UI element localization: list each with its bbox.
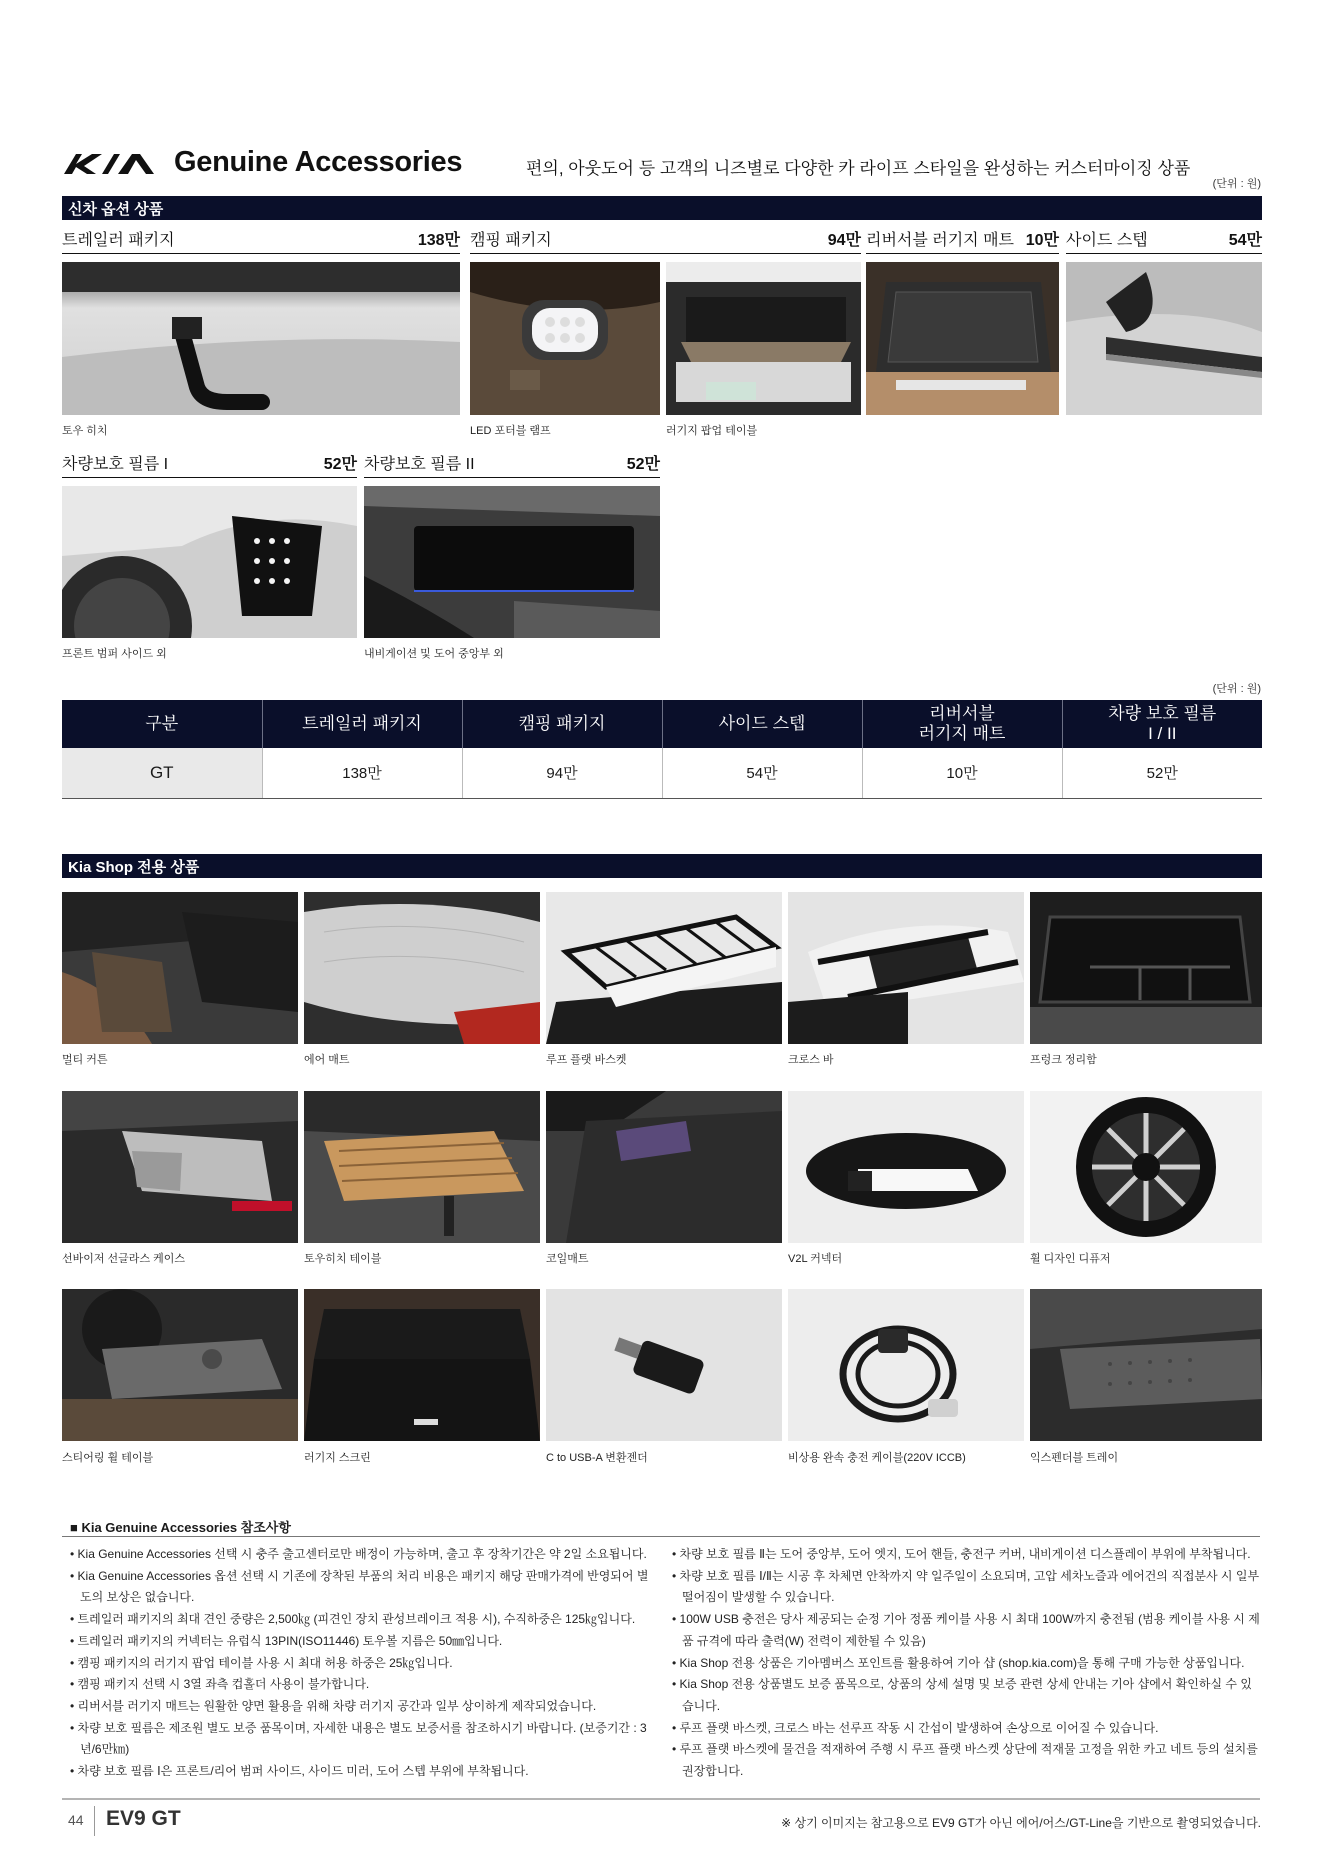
air-mat-photo <box>304 892 540 1044</box>
v2l-connector-photo <box>788 1091 1024 1243</box>
note-item: • 루프 플랫 바스켓에 물건을 적재하여 주행 시 루프 플랫 바스켓 상단에 적재물 고정을 위한 카고 네트 등의 설치를 권장합니다. <box>672 1742 1258 1779</box>
caption-frunk-organizer: 프렁크 정리함 <box>1030 1054 1097 1066</box>
cross-bar-photo <box>788 892 1024 1044</box>
caption-film-1: 프론트 범퍼 사이드 외 <box>62 648 167 660</box>
notes-divider <box>62 1536 1260 1537</box>
package-price: 52만 <box>626 456 660 473</box>
popup-table-photo <box>666 262 861 415</box>
table-row <box>62 748 1262 798</box>
section-title-kia-shop: Kia Shop 전용 상품 <box>62 854 1262 878</box>
note-item: • Kia Shop 전용 상품은 기아멤버스 포인트를 활용하여 기아 샵 (shop.kia.com)을 통해 구매 가능한 상품입니다. <box>672 1655 1245 1670</box>
caption-iccb-cable: 비상용 완속 충전 케이블(220V ICCB) <box>788 1452 966 1464</box>
table-header: 구분 <box>62 700 262 748</box>
table-header: 리버서블 러기지 매트 <box>862 700 1062 748</box>
caption-tow-hitch-table: 토우히치 테이블 <box>304 1253 382 1265</box>
price-comparison-table <box>62 700 1262 799</box>
caption-cross-bar: 크로스 바 <box>788 1054 834 1066</box>
package-name: 캠핑 패키지 <box>470 232 552 249</box>
film-1-photo <box>62 486 357 638</box>
table-cell: 10만 <box>862 748 1062 798</box>
steering-table-photo <box>62 1289 298 1441</box>
luggage-mat-photo <box>866 262 1059 415</box>
table-header: 차량 보호 필름 I / II <box>1062 700 1262 748</box>
note-item: • 리버서블 러기지 매트는 원활한 양면 활용을 위해 차량 러기지 공간과 일부 상이하게 제작되었습니다. <box>70 1698 597 1713</box>
side-step-photo <box>1066 262 1262 415</box>
table-cell: 94만 <box>462 748 662 798</box>
table-header: 캠핑 패키지 <box>462 700 662 748</box>
package-header-film-2 <box>364 452 660 478</box>
roof-basket-photo <box>546 892 782 1044</box>
table-cell: 52만 <box>1062 748 1262 798</box>
led-lamp-photo <box>470 262 660 415</box>
iccb-cable-photo <box>788 1289 1024 1441</box>
caption-popup-table: 러기지 팝업 테이블 <box>666 425 758 437</box>
tow-hitch-table-photo <box>304 1091 540 1243</box>
package-header-trailer <box>62 228 460 254</box>
unit-note: (단위 : 원) <box>1212 178 1261 190</box>
note-item: • 캠핑 패키지의 러기지 팝업 테이블 사용 시 최대 허용 하중은 25㎏입니다. <box>70 1655 453 1670</box>
caption-steering-table: 스티어링 휠 테이블 <box>62 1452 154 1464</box>
footer-separator <box>94 1806 95 1836</box>
package-name: 차량보호 필름 II <box>364 456 475 473</box>
note-item: • Kia Genuine Accessories 옵션 선택 시 기존에 장착된 부품의 처리 비용은 패키지 해당 판매가격에 반영되어 별도의 보상은 없습니다. <box>70 1568 649 1605</box>
note-item: • 트레일러 패키지의 최대 견인 중량은 2,500㎏ (피견인 장치 관성브레이크 적용 시), 수직하중은 125㎏입니다. <box>70 1612 636 1627</box>
package-header-film-1 <box>62 452 357 478</box>
expandable-tray-photo <box>1030 1289 1262 1441</box>
footer-divider <box>62 1798 1260 1800</box>
package-name: 사이드 스텝 <box>1066 232 1148 249</box>
table-header-row <box>62 700 1262 748</box>
page-number: 44 <box>68 1812 84 1828</box>
coil-mat-photo <box>546 1091 782 1243</box>
package-header-side-step <box>1066 228 1262 254</box>
package-price: 94만 <box>827 232 861 249</box>
notes-left-column <box>70 1544 650 1783</box>
package-name: 리버서블 러기지 매트 <box>866 232 1014 249</box>
package-price: 54만 <box>1228 232 1262 249</box>
caption-tow-hitch: 토우 히치 <box>62 425 108 437</box>
note-item: • 루프 플랫 바스켓, 크로스 바는 선루프 작동 시 간섭이 발생하여 손상으로 이어질 수 있습니다. <box>672 1720 1159 1735</box>
caption-coil-mat: 코일매트 <box>546 1253 589 1265</box>
caption-roof-basket: 루프 플랫 바스켓 <box>546 1054 627 1066</box>
caption-led-lamp: LED 포터블 램프 <box>470 425 551 437</box>
model-name: EV9 GT <box>106 1807 181 1830</box>
table-header: 트레일러 패키지 <box>262 700 462 748</box>
note-item: • 차량 보호 필름 Ⅰ은 프론트/리어 범퍼 사이드, 사이드 미러, 도어 스텝 부위에 부착됩니다. <box>70 1764 529 1779</box>
package-header-luggage-mat <box>866 228 1059 254</box>
wheel-diffuser-photo <box>1030 1091 1262 1243</box>
table-unit-note: (단위 : 원) <box>1212 683 1261 695</box>
sunvisor-case-photo <box>62 1091 298 1243</box>
note-item: • 트레일러 패키지의 커넥터는 유럽식 13PIN(ISO11446) 토우볼 지름은 50㎜입니다. <box>70 1633 503 1648</box>
table-cell: 54만 <box>662 748 862 798</box>
package-name: 차량보호 필름 I <box>62 456 169 473</box>
package-price: 10만 <box>1025 232 1059 249</box>
note-item: • 차량 보호 필름 Ⅰ/Ⅱ는 시공 후 차체면 안착까지 약 일주일이 소요되며, 고압 세차노즐과 에어건의 직접분사 시 일부 떨어짐이 발생할 수 있습니다. <box>672 1568 1260 1605</box>
table-header: 사이드 스텝 <box>662 700 862 748</box>
note-item: • Kia Genuine Accessories 선택 시 충주 출고센터로만 배정이 가능하며, 출고 후 장착기간은 약 2일 소요됩니다. <box>70 1547 647 1561</box>
caption-expandable-tray: 익스펜더블 트레이 <box>1030 1452 1119 1464</box>
package-header-camping <box>470 228 861 254</box>
caption-luggage-screen: 러기지 스크린 <box>304 1452 371 1464</box>
package-price: 52만 <box>323 456 357 473</box>
multi-curtain-photo <box>62 892 298 1044</box>
package-price: 138만 <box>417 232 460 249</box>
note-item: • 100W USB 충전은 당사 제공되는 순정 기아 정품 케이블 사용 시 최대 100W까지 충전됨 (범용 케이블 사용 시 제품 규격에 따라 출력(W) 전력이 제한될 수 있음) <box>672 1612 1260 1648</box>
luggage-screen-photo <box>304 1289 540 1441</box>
section-title-new-car: 신차 옵션 상품 <box>62 196 1262 220</box>
table-cell: 138만 <box>262 748 462 798</box>
notes-right-column <box>672 1544 1260 1783</box>
note-item: • 차량 보호 필름은 제조원 별도 보증 품목이며, 자세한 내용은 별도 보증서를 참조하시기 바랍니다. (보증기간 : 3년/6만㎞) <box>70 1720 647 1757</box>
frunk-organizer-photo <box>1030 892 1262 1044</box>
caption-wheel-diffuser: 휠 디자인 디퓨저 <box>1030 1253 1111 1265</box>
tagline: 편의, 아웃도어 등 고객의 니즈별로 다양한 카 라이프 스타일을 완성하는 커스터마이징 상품 <box>526 159 1191 178</box>
film-2-photo <box>364 486 660 638</box>
kia-logo <box>62 150 162 178</box>
note-item: • Kia Shop 전용 상품별도 보증 품목으로, 상품의 상세 설명 및 보증 관련 상세 안내는 기아 샵에서 확인하실 수 있습니다. <box>672 1677 1252 1713</box>
caption-film-2: 내비게이션 및 도어 중앙부 외 <box>364 648 504 660</box>
note-item: • 차량 보호 필름 Ⅱ는 도어 중앙부, 도어 엣지, 도어 핸들, 충전구 커버, 내비게이션 디스플레이 부위에 부착됩니다. <box>672 1547 1251 1561</box>
caption-sunvisor-case: 선바이저 선글라스 케이스 <box>62 1253 185 1265</box>
package-name: 트레일러 패키지 <box>62 232 175 249</box>
caption-v2l-connector: V2L 커넥터 <box>788 1253 843 1265</box>
caption-usb-adapter: C to USB-A 변환젠더 <box>546 1452 648 1464</box>
brand-title: Genuine Accessories <box>174 146 463 178</box>
notes-title: ■ Kia Genuine Accessories 참조사항 <box>70 1520 291 1535</box>
note-item: • 캠핑 패키지 선택 시 3열 좌측 컵홀더 사용이 불가합니다. <box>70 1677 370 1692</box>
caption-air-mat: 에어 매트 <box>304 1054 350 1066</box>
table-row-label: GT <box>62 748 262 798</box>
footer-note: ※ 상기 이미지는 참고용으로 EV9 GT가 아닌 에어/어스/GT-Line을 기반으로 촬영되었습니다. <box>781 1816 1261 1830</box>
usb-adapter-photo <box>546 1289 782 1441</box>
tow-hitch-photo <box>62 262 460 415</box>
caption-multi-curtain: 멀티 커튼 <box>62 1054 108 1066</box>
